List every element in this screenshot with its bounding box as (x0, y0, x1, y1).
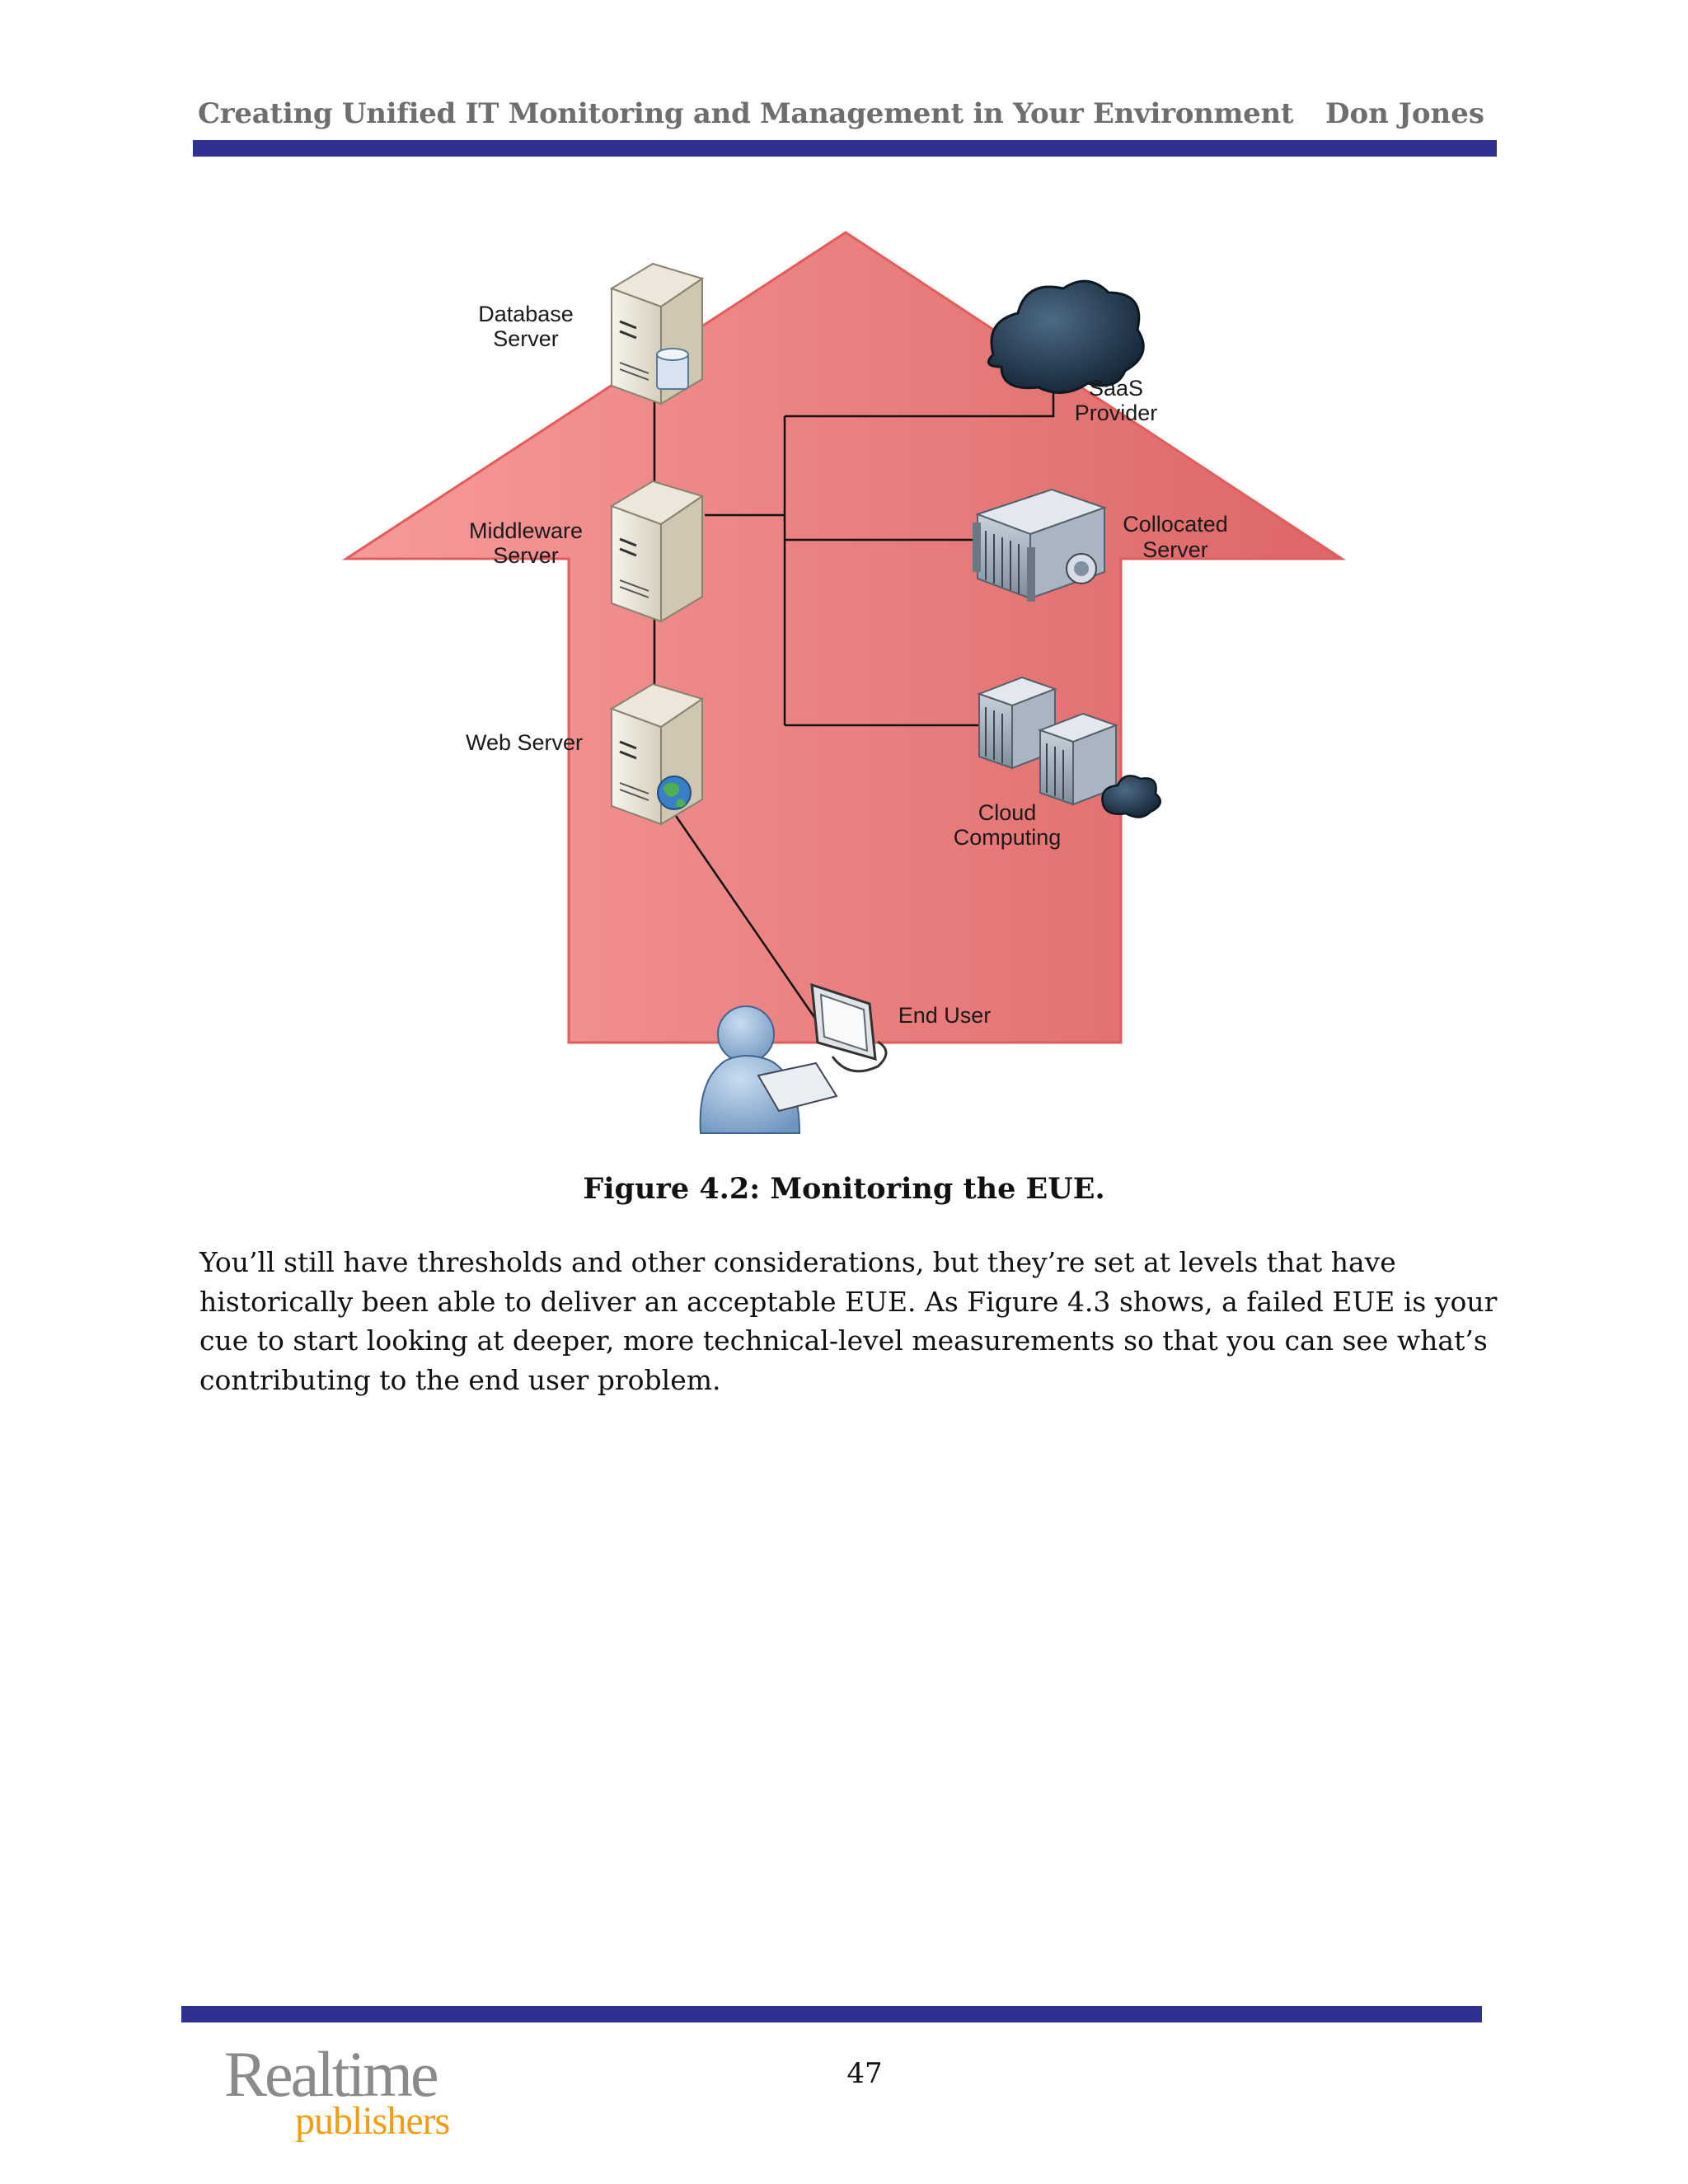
database-server-icon (612, 264, 702, 404)
database-server-label-2: Server (493, 326, 559, 351)
header-author: Don Jones (1325, 97, 1484, 130)
cloud-computing-label-1: Cloud (978, 800, 1037, 825)
body-paragraph-container (199, 1243, 1502, 1399)
footer-rule (181, 2006, 1482, 2022)
middleware-server-label-1: Middleware (468, 518, 584, 543)
collocated-server-label-1: Collocated (1123, 512, 1228, 537)
publishers-logo-wordmark: publishers (295, 2099, 450, 2143)
end-user-label: End User (898, 1003, 992, 1028)
page-number: 47 (846, 2057, 883, 2090)
realtime-logo-wordmark: Realtime (224, 2038, 437, 2110)
web-server-label: Web Server (465, 730, 584, 755)
header-title: Creating Unified IT Monitoring and Management in Your Environment (198, 97, 1294, 130)
middleware-server-icon (612, 481, 702, 621)
web-server-icon (612, 684, 702, 824)
saas-provider-label-2: Provider (1074, 401, 1158, 425)
cloud-computing-label-2: Computing (953, 825, 1062, 850)
middleware-server-label-2: Server (493, 543, 559, 568)
collocated-server-label-2: Server (1142, 537, 1208, 562)
database-server-label-1: Database (478, 302, 574, 326)
arrow-shape (346, 232, 1342, 1043)
body-paragraph: You’ll still have thresholds and other considerations, but they’re set at levels that have historically been able to deliver an acceptable EUE. As Figure 4.3 shows, a failed EUE is your cue to start looking at deeper, more technical-level measurements so that you can see what’s contributing to the end user problem. (199, 1246, 1498, 1396)
saas-provider-label-1: SaaS (1088, 376, 1144, 401)
figure-caption: Figure 4.2: Monitoring the EUE. (583, 1172, 1105, 1206)
